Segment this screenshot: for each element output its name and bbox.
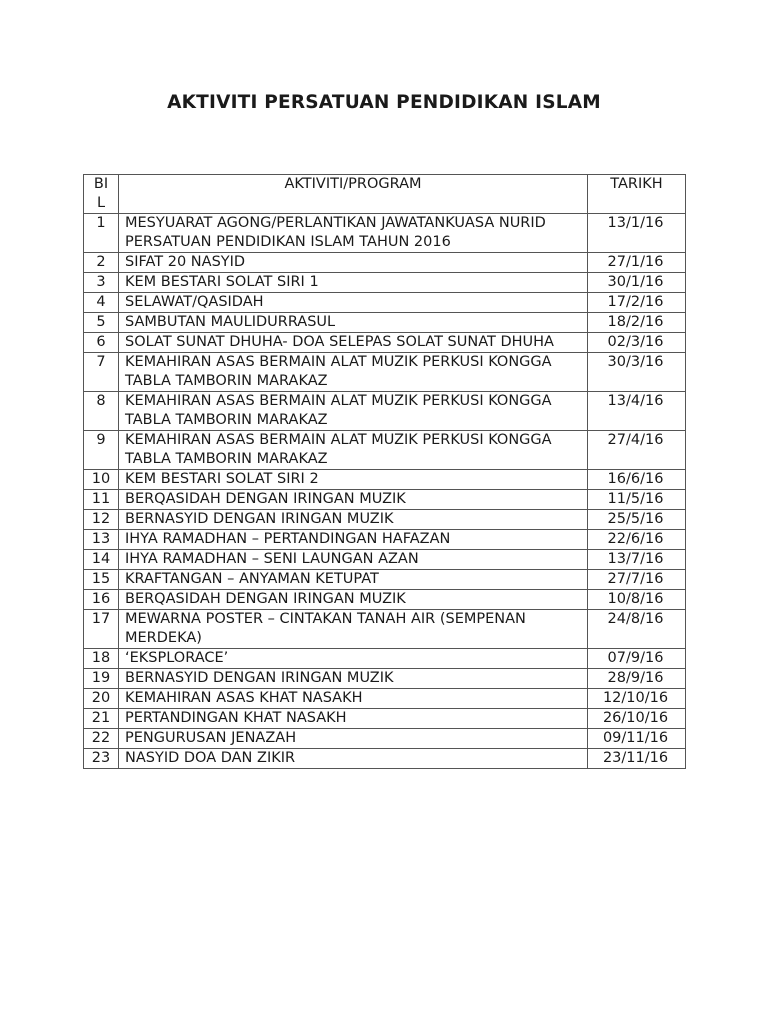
table-row [84,253,686,273]
row-activity: BERNASYID DENGAN IRINGAN MUZIK [119,510,588,530]
row-number: 5 [84,313,119,333]
row-number: 20 [84,689,119,709]
row-number: 8 [84,392,119,431]
row-date: 12/10/16 [588,689,686,709]
row-date: 18/2/16 [588,313,686,333]
table-row [84,470,686,490]
row-date: 10/8/16 [588,590,686,610]
row-number: 22 [84,729,119,749]
row-date: 02/3/16 [588,333,686,353]
table-row [84,510,686,530]
row-date: 11/5/16 [588,490,686,510]
row-number: 16 [84,590,119,610]
table-row [84,353,686,392]
table-row [84,709,686,729]
row-activity: SELAWAT/QASIDAH [119,293,588,313]
row-number: 21 [84,709,119,729]
row-number: 13 [84,530,119,550]
row-number: 18 [84,649,119,669]
row-date: 25/5/16 [588,510,686,530]
table-row [84,333,686,353]
table-row [84,550,686,570]
row-date: 23/11/16 [588,749,686,769]
row-activity: NASYID DOA DAN ZIKIR [119,749,588,769]
row-activity: BERQASIDAH DENGAN IRINGAN MUZIK [119,490,588,510]
table-row [84,689,686,709]
row-number: 14 [84,550,119,570]
row-number: 15 [84,570,119,590]
row-activity: SOLAT SUNAT DHUHA- DOA SELEPAS SOLAT SUNAT DHUHA [119,333,588,353]
row-date: 22/6/16 [588,530,686,550]
row-date: 07/9/16 [588,649,686,669]
row-activity: PERTANDINGAN KHAT NASAKH [119,709,588,729]
row-date: 27/1/16 [588,253,686,273]
table-header-row [84,175,686,214]
header-date: TARIKH [588,175,686,214]
row-activity: KRAFTANGAN – ANYAMAN KETUPAT [119,570,588,590]
row-number: 10 [84,470,119,490]
row-number: 17 [84,610,119,649]
activity-table [83,174,686,769]
row-activity: BERNASYID DENGAN IRINGAN MUZIK [119,669,588,689]
row-date: 26/10/16 [588,709,686,729]
row-date: 13/1/16 [588,214,686,253]
row-activity: KEM BESTARI SOLAT SIRI 1 [119,273,588,293]
page-title: AKTIVITI PERSATUAN PENDIDIKAN ISLAM [167,92,601,113]
row-number: 3 [84,273,119,293]
table-row [84,649,686,669]
table-row [84,214,686,253]
table-row [84,590,686,610]
table-row [84,749,686,769]
row-date: 30/3/16 [588,353,686,392]
row-activity: KEMAHIRAN ASAS BERMAIN ALAT MUZIK PERKUSI KONGGA TABLA TAMBORIN MARAKAZ [119,353,588,392]
row-activity: PENGURUSAN JENAZAH [119,729,588,749]
row-date: 24/8/16 [588,610,686,649]
row-number: 4 [84,293,119,313]
row-date: 17/2/16 [588,293,686,313]
table-row [84,313,686,333]
row-date: 13/7/16 [588,550,686,570]
row-activity: ‘EKSPLORACE’ [119,649,588,669]
table-row [84,273,686,293]
row-activity: SAMBUTAN MAULIDURRASUL [119,313,588,333]
table-row [84,669,686,689]
row-date: 09/11/16 [588,729,686,749]
row-number: 6 [84,333,119,353]
row-number: 9 [84,431,119,470]
table-row [84,729,686,749]
table-row [84,431,686,470]
row-date: 16/6/16 [588,470,686,490]
row-activity: MESYUARAT AGONG/PERLANTIKAN JAWATANKUASA NURID PERSATUAN PENDIDIKAN ISLAM TAHUN 2016 [119,214,588,253]
row-activity: IHYA RAMADHAN – SENI LAUNGAN AZAN [119,550,588,570]
row-number: 2 [84,253,119,273]
row-activity: KEMAHIRAN ASAS BERMAIN ALAT MUZIK PERKUSI KONGGA TABLA TAMBORIN MARAKAZ [119,431,588,470]
table-row [84,570,686,590]
header-bil-line1: BI [93,176,109,192]
header-bil [84,175,119,214]
row-number: 1 [84,214,119,253]
row-number: 7 [84,353,119,392]
table-row [84,490,686,510]
row-activity: SIFAT 20 NASYID [119,253,588,273]
row-number: 19 [84,669,119,689]
row-date: 28/9/16 [588,669,686,689]
row-activity: KEMAHIRAN ASAS KHAT NASAKH [119,689,588,709]
row-date: 30/1/16 [588,273,686,293]
header-activity: AKTIVITI/PROGRAM [119,175,588,214]
row-date: 13/4/16 [588,392,686,431]
table-row [84,530,686,550]
row-number: 12 [84,510,119,530]
row-date: 27/7/16 [588,570,686,590]
row-number: 23 [84,749,119,769]
table-row [84,610,686,649]
row-activity: BERQASIDAH DENGAN IRINGAN MUZIK [119,590,588,610]
row-number: 11 [84,490,119,510]
row-activity: KEMAHIRAN ASAS BERMAIN ALAT MUZIK PERKUSI KONGGA TABLA TAMBORIN MARAKAZ [119,392,588,431]
row-activity: MEWARNA POSTER – CINTAKAN TANAH AIR (SEMPENAN MERDEKA) [119,610,588,649]
row-activity: KEM BESTARI SOLAT SIRI 2 [119,470,588,490]
row-activity: IHYA RAMADHAN – PERTANDINGAN HAFAZAN [119,530,588,550]
row-date: 27/4/16 [588,431,686,470]
header-bil-line2: L [96,195,106,211]
table-row [84,392,686,431]
table-row [84,293,686,313]
